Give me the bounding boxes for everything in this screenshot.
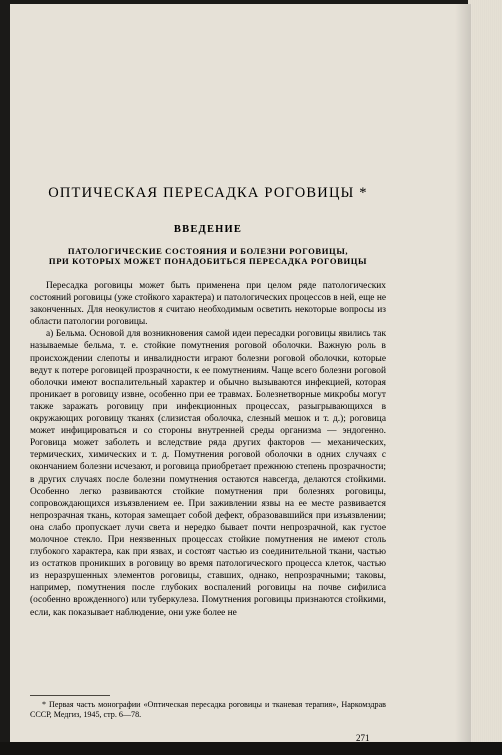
heading-line-2: ПРИ КОТОРЫХ МОЖЕТ ПОНАДОБИТЬСЯ ПЕРЕСАДКА РОГОВИЦЫ (48, 256, 368, 266)
paragraph-2: а) Бельма. Основой для возникновения самой идеи пересадки роговицы явились так называемые бельма, т. е. стойкие помутнения роговой оболочки. Важную роль в происхождении слепоты и инвалидности играют болезни роговой оболочки, которые ведут к потере роговицей прозрачности, к ее помутнениям. Чаще всего болезни роговой оболочки имеют воспалительный характер и обычно вызываются инфекцией, которая проникает в роговицу извне, особенно при ее травмах. Болезнетворные микробы могут также заражать роговицу при инфекционных процессах, разыгрывающихся в окружающих роговицу тканях (слизистая оболочка, слезный мешок и т. д.); роговица может инфицироваться и со стороны внутренней среды организма — эндогенно. Роговица может заболеть и вследствие ряда других факторов — механических, термических, химических и т. д. Помутнения роговой оболочки в одних случаях с окончанием болезни исчезают, и роговица приобретает прежнюю степень прозрачности; в других случаях после болезни помутнения остаются навсегда, делаются стойкими. Особенно легко развиваются стойкие помутнения при болезнях роговицы, сопровождающихся изъязвлением ее. При заживлении язвы на ее месте развивается непрозрачная ткань, которая замещает собой дефект, образовавшийся при изъязвлении; она слабо пропускает лучи света и нередко бывает почти непрозрачной, как густое молочное стекло. При неязвенных процессах стойкие помутнения не имеют столь глубокого характера, как при язвах, и состоят частью из соединительной ткани, частью из остатков проникших в роговицу во время патологического процесса клеток, частью из неразрушенных элементов роговицы, ставших, однако, непрозрачными; таковы, например, помутнения после глубоких воспалений роговицы на почве сифилиса (особенно врожденного) или туберкулеза. Помутнения роговицы признаются стойкими, если, как показывает наблюдение, они уже более не (30, 329, 386, 618)
chapter-title: ОПТИЧЕСКАЯ ПЕРЕСАДКА РОГОВИЦЫ * (48, 185, 368, 201)
background-surface (0, 742, 502, 755)
body-text (30, 280, 386, 619)
page-shadow (455, 4, 471, 746)
paragraph-1: Пересадка роговицы может быть применена при целом ряде патологических состояний роговицы (уже стойкого характера) и патологических процессов в ней, еще не законченных. Для неокулистов я считаю необходимым осветить некоторые вопросы из области патологии роговицы. (30, 281, 386, 328)
heading-line-1: ПАТОЛОГИЧЕСКИЕ СОСТОЯНИЯ И БОЛЕЗНИ РОГОВИЦЫ, (67, 246, 349, 256)
page-number: 271 (356, 733, 370, 743)
section-title: ВВЕДЕНИЕ (173, 224, 243, 235)
footnote-divider (30, 695, 110, 696)
footnote: * Первая часть монографии «Оптическая пересадка роговицы и тканевая терапия», Наркомздрав СССР, Медгиз, 1945, стр. 6—78. (30, 700, 386, 719)
subsection-heading (30, 246, 386, 266)
page-edges (468, 0, 502, 755)
text-column (30, 185, 386, 619)
